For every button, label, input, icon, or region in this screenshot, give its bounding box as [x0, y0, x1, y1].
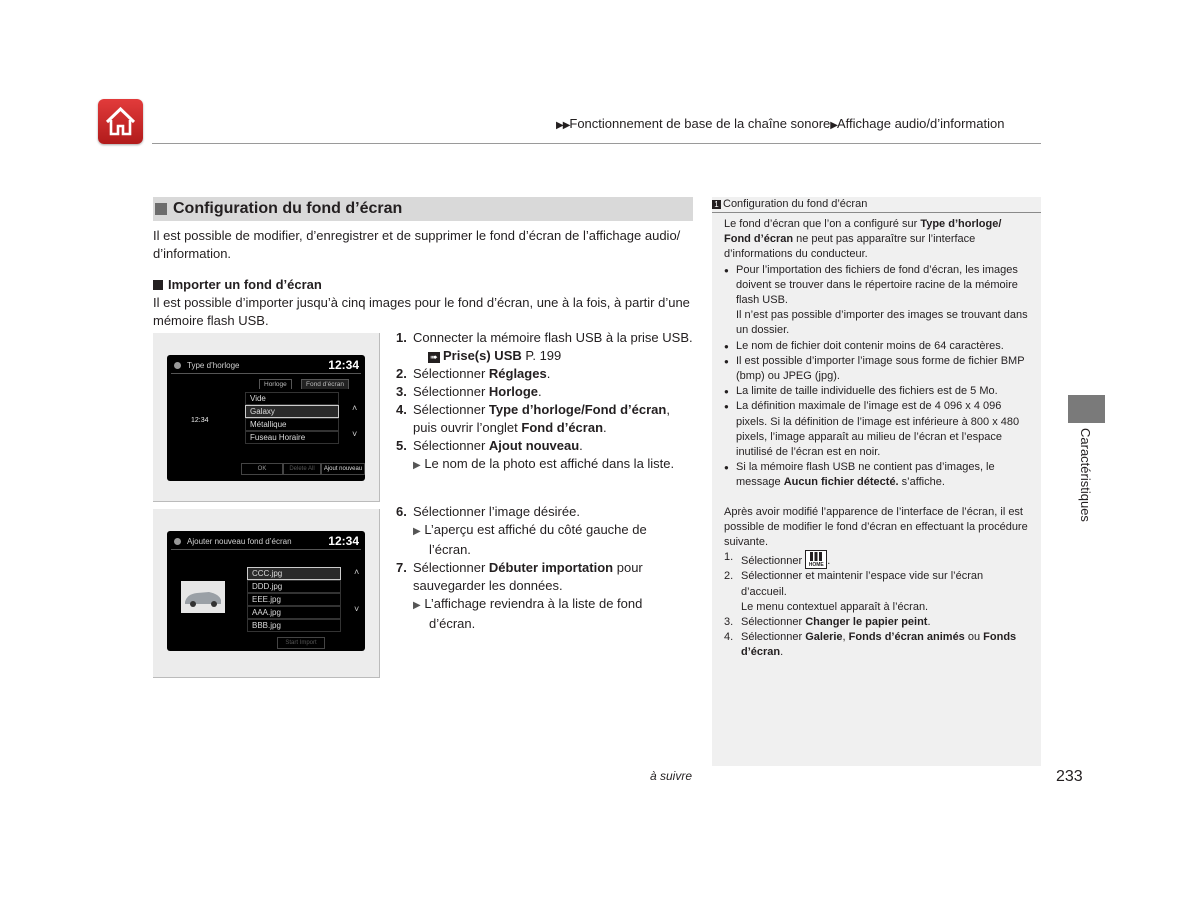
tab-fond-ecran[interactable]: Fond d’écran [301, 379, 349, 389]
subsection-text: Il est possible d’importer jusqu’à cinq images pour le fond d’écran, une à la fois, à partir d’une mémoire flash USB. [153, 295, 690, 328]
steps-list [396, 329, 696, 475]
sidebar-header: 1 Configuration du fond d’écran [712, 197, 1041, 213]
reference-icon: ➠ [428, 352, 440, 363]
list-item[interactable]: Galaxy [245, 405, 339, 418]
arrow-icon: ▶ [413, 600, 421, 611]
sidebar-paragraph: Après avoir modifié l’apparence de l’interface de l’écran, il est possible de modifier le fond d’écran en effectuant la procédure suivante. [724, 505, 1028, 549]
screen-title-bar: Ajouter nouveau fond d’écran 12:34 [171, 535, 361, 550]
sidebar-bullet: ● La définition maximale de l’image est de 4 096 x 4 096 pixels. Si la définition de l’image est inférieure à 800 x 480 pixels, l’image apparaît au milieu de l’écran et l’espace inutilisé de l’écran est en noir. [724, 399, 1029, 460]
sidebar-paragraph: Le fond d’écran que l’on a configuré sur Type d’horloge/ Fond d’écran ne peut pas apparaître sur l’interface d’informations du conducteur. [724, 218, 1002, 261]
page-number: 233 [1056, 768, 1083, 785]
settings-icon [174, 362, 181, 369]
breadcrumb-item[interactable]: Fonctionnement de base de la chaîne sonore [569, 116, 831, 131]
chapter-tab[interactable] [1068, 395, 1105, 423]
ok-button[interactable]: OK [241, 463, 283, 475]
add-new-button[interactable]: Ajout nouveau [321, 463, 365, 475]
sidebar-bullet: ● Le nom de fichier doit contenir moins de 64 caractères. [724, 339, 1029, 354]
step-1-reference[interactable]: ➠ Prise(s) USB P. 199 [396, 347, 696, 365]
list-item[interactable]: BBB.jpg [247, 619, 341, 632]
arrow-icon: ▶ [413, 526, 421, 537]
settings-icon [174, 538, 181, 545]
tab-horloge[interactable]: Horloge [259, 379, 292, 389]
list-item[interactable]: EEE.jpg [247, 593, 341, 606]
section-title: Configuration du fond d’écran [173, 200, 403, 217]
sidebar-bullet: ● Si la mémoire flash USB ne contient pas d’images, le message Aucun fichier détecté. s’affiche. [724, 460, 1029, 490]
car-image-icon [181, 581, 225, 613]
list-item[interactable]: Métallique [245, 418, 339, 431]
list-item[interactable]: DDD.jpg [247, 580, 341, 593]
preview-time: 12:34 [191, 417, 209, 424]
sidebar-note [712, 197, 1041, 766]
header-divider [152, 143, 1041, 144]
step-4: 4. Sélectionner Type d’horloge/Fond d’écran, [396, 402, 670, 417]
breadcrumb: ▶▶Fonctionnement de base de la chaîne sonore▶Affichage audio/d’information [556, 116, 1005, 131]
intro-text: Il est possible de modifier, d’enregistrer et de supprimer le fond d’écran de l’affichage audio/ d’information. [153, 228, 681, 261]
home-key-icon: HOME [805, 550, 827, 569]
list-item[interactable]: AAA.jpg [247, 606, 341, 619]
sidebar-bullet: ● La limite de taille individuelle des fichiers est de 5 Mo. [724, 384, 1029, 399]
screenshot-add-wallpaper [153, 509, 380, 678]
scroll-down-icon[interactable]: ˅ [354, 604, 360, 614]
section-header [153, 197, 693, 221]
steps-list-2 [396, 503, 696, 633]
subsection-marker [153, 280, 163, 290]
step-5-note: ▶ Le nom de la photo est affiché dans la liste. [413, 456, 675, 471]
chapter-label: Caractéristiques [1078, 428, 1093, 522]
step-3: 3. Sélectionner Horloge. [396, 384, 542, 399]
note-icon: 1 [712, 200, 721, 209]
step-5: 5. Sélectionner Ajout nouveau. [396, 438, 583, 453]
sidebar-bullet: ● Pour l’importation des fichiers de fond d’écran, les images doivent se trouver dans le répertoire racine de la mémoire flash USB. Il n’est pas possible d’importer des images se trouvant dans un dossier. [724, 263, 1029, 339]
step-7: 7. Sélectionner Débuter importation pour [396, 560, 643, 575]
step-7-continued: sauvegarder les données. [413, 578, 563, 593]
scroll-down-icon[interactable]: ˅ [352, 429, 358, 439]
arrow-icon: ▶ [413, 460, 421, 471]
sidebar-body [724, 217, 1029, 661]
continue-text: à suivre [650, 769, 693, 783]
list-item[interactable]: Vide [245, 392, 339, 405]
step-2: 2. Sélectionner Réglages. [396, 366, 551, 381]
sidebar-step: 4. Sélectionner Galerie, Fonds d’écran animés ou Fonds d’écran. [724, 631, 1017, 659]
step-1: 1. Connecter la mémoire flash USB à la prise USB. [396, 330, 693, 345]
step-6: 6. Sélectionner l’image désirée. [396, 504, 580, 519]
image-preview [181, 581, 225, 613]
screen-title-bar: Type d’horloge 12:34 [171, 359, 361, 374]
screenshot-clock-type [153, 333, 380, 502]
breadcrumb-item[interactable]: Affichage audio/d’information [837, 116, 1005, 131]
screen-display [167, 531, 365, 651]
start-import-button[interactable]: Start Import [277, 637, 325, 649]
sidebar-step: 3. Sélectionner Changer le papier peint. [724, 616, 931, 629]
delete-all-button[interactable]: Delete All [283, 463, 321, 475]
step-7-note: ▶ L’affichage reviendra à la liste de fond [413, 596, 643, 611]
home-icon [98, 99, 143, 144]
step-7-note-cont: d’écran. [429, 616, 476, 631]
list-item[interactable]: Fuseau Horaire [245, 431, 339, 444]
subsection-title: Importer un fond d’écran [153, 277, 322, 292]
home-button[interactable] [98, 99, 143, 144]
sidebar-bullet: ● Il est possible d’importer l’image sous forme de fichier BMP (bmp) ou JPEG (jpg). [724, 354, 1029, 384]
screen-display [167, 355, 365, 481]
sidebar-step: 2. Sélectionner et maintenir l’espace vide sur l’écran d’accueil. Le menu contextuel apparaît à l’écran. [724, 570, 984, 613]
scroll-up-icon[interactable]: ˄ [352, 403, 358, 413]
step-4-continued: puis ouvrir l’onglet Fond d’écran. [413, 420, 607, 435]
step-6-note: ▶ L’aperçu est affiché du côté gauche de [413, 522, 647, 537]
sidebar-step: 1. Sélectionner HOME . [724, 551, 831, 569]
scroll-up-icon[interactable]: ˄ [354, 567, 360, 577]
chapter-label-wrap [1073, 428, 1093, 538]
list-item[interactable]: CCC.jpg [247, 567, 341, 580]
step-6-note-cont: l’écran. [429, 542, 471, 557]
section-marker [155, 203, 167, 215]
